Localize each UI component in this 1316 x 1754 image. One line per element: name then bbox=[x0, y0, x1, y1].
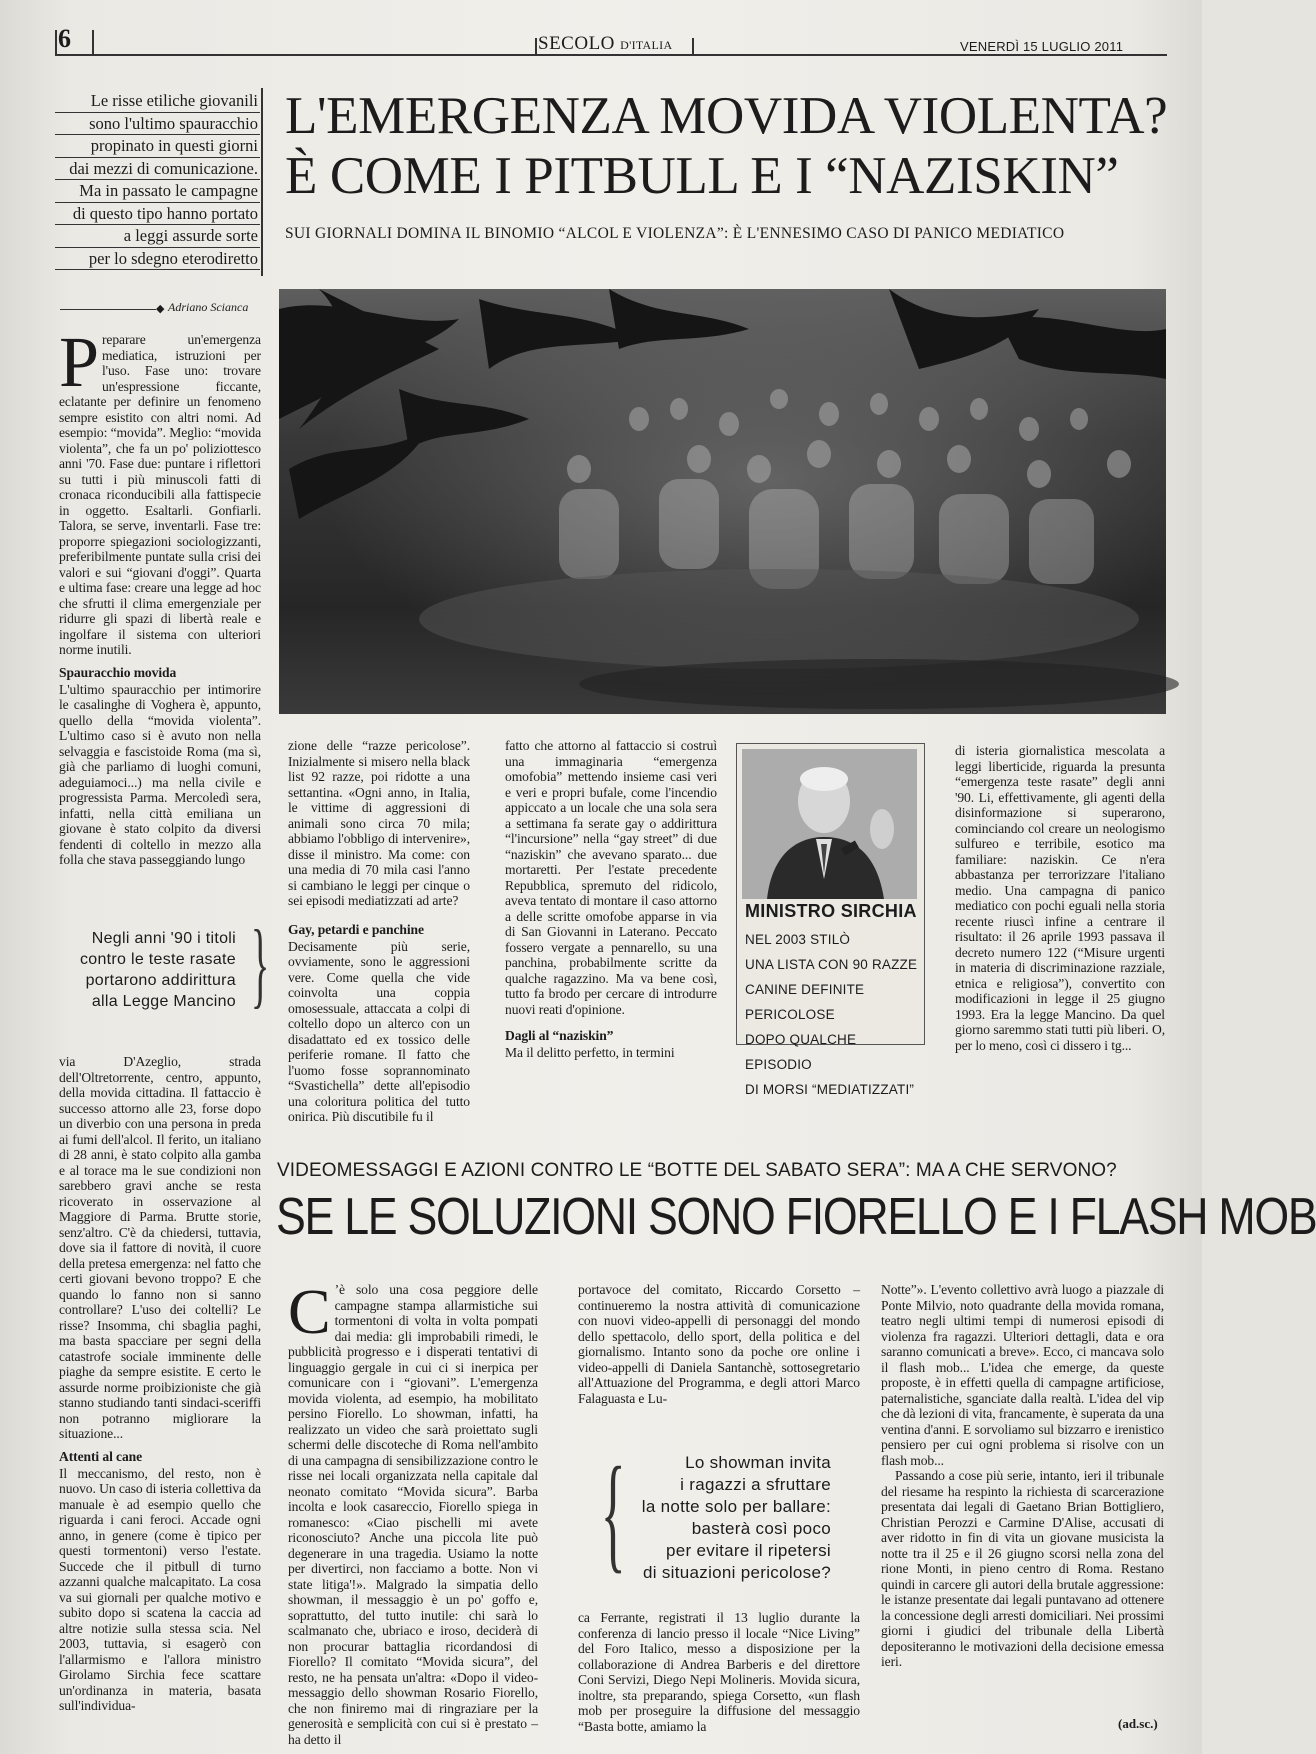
subhead-attenti: Attenti al cane bbox=[59, 1448, 143, 1464]
pull-quote-line: basterà così poco bbox=[691, 1519, 831, 1538]
minister-photo bbox=[742, 749, 917, 899]
header-rule-mast-right bbox=[692, 38, 694, 56]
story1-col2-para2: Decisamente più serie, ovviamente, sono le aggressioni vere. Come quella che vide coinvolta una coppia omosessuale, attaccata a colpi di coltello dopo un alterco con un disadattato ed ex tossico delle periferie romane. Il fatto che l'uomo fosse soprannominato “Svastichella” dette all'episodio una coloritura politica del tutto onirica. Più discutibile fu il bbox=[288, 938, 470, 1124]
pull-quote-line: la notte solo per ballare: bbox=[641, 1497, 831, 1516]
story2-col3-para2: Passando a cose più serie, intanto, ieri il tribunale del riesame ha respinto la richiesta di scarcerazione presentata dai legali di Gaetano Brian Bottigliero, Christian Perozzi e Carmine D'Alise, accusati di aver ridotto in fin di vita un giovane musicista la notte tra il 25 e il 26 giugno scorsi nella zona del rione Monti, in pieno centro di Roma. Restano quindi in carcere gli autori della brutale aggressione: le istanze presentate dai legali puntavano ad ottenere la concessione degli arresti domiciliari. Nei prossimi giorni i giudici del tribunale della Libertà depositeranno le motivazioni della decisione emessa ieri. bbox=[881, 1468, 1164, 1669]
minister-box-line: DOPO QUALCHE EPISODIO bbox=[745, 1032, 857, 1072]
story2-column-1 bbox=[288, 1276, 538, 1747]
lead-line: di questo tipo hanno portato bbox=[55, 203, 260, 226]
pull-quote-line: Negli anni '90 i titoli bbox=[91, 930, 236, 947]
pull-quote-2 bbox=[604, 1452, 831, 1584]
minister-box-line: NEL 2003 STILÒ bbox=[745, 932, 851, 947]
lead-line: a leggi assurde sorte bbox=[55, 225, 260, 248]
minister-box-line: CANINE DEFINITE PERICOLOSE bbox=[745, 982, 865, 1022]
story2-column-2b bbox=[578, 1610, 860, 1734]
pull-quote-line: Lo showman invita bbox=[685, 1453, 831, 1472]
story1-col1-para1: reparare un'emergenza mediatica, istruzioni per l'uso. Fase uno: trovare un'espressione ficcante, eclatante per definire un fenomeno sempre esistito con altri nomi. Ad esempio: “movida”. Meglio: “movida violenta”, che fa un po' poliziottesco anni '70. Fase due: puntare i riflettori su tutti i più minuscoli fatti di cronaca riconducibili alla fattispecie in oggetto. Esaltarli. Gonfiarli. Talora, se serve, inventarli. Fase tre: proporre spiegazioni sociologizzanti, preferibilmente puntate sulla crisi dei valori e sui “giovani d'oggi”. Quarta e ultima fase: creare una legge ad hoc che sfrutti il clima emergenziale per ridurre gli spazi di libertà reale e ingolfare il sistema con ulteriori norme inutili. bbox=[59, 332, 261, 657]
headline-line-1: L'EMERGENZA MOVIDA VIOLENTA? bbox=[285, 87, 1168, 145]
minister-box-title: MINISTRO SIRCHIA bbox=[745, 901, 917, 921]
story1-col2-para1: zione delle “razze pericolose”. Inizialmente si misero nella black list 92 razze, poi ridotte a una settantina. «Ogni anno, in Italia, le vittime di aggressioni di animali sono circa 70 mila; abbiamo l'obbligo di intervenire», disse il ministro. Ma come: con una media di 70 mila casi l'anno si cambiano le leggi per cinque o sei episodi mediatizzati ad arte? bbox=[288, 738, 470, 908]
crowd-photo bbox=[279, 289, 1166, 714]
story1-column-1 bbox=[59, 322, 261, 868]
lead-line: sono l'ultimo spauracchio bbox=[55, 113, 260, 136]
byline bbox=[60, 300, 263, 315]
masthead-name: SECOLO bbox=[538, 33, 615, 54]
lead-line: propinato in questi giorni bbox=[55, 135, 260, 158]
story2-kicker: VIDEOMESSAGGI E AZIONI CONTRO LE “BOTTE DEL SABATO SERA”: MA A CHE SERVONO? bbox=[277, 1160, 1117, 1181]
story2-column-3 bbox=[881, 1282, 1164, 1670]
signoff: (ad.sc.) bbox=[1118, 1716, 1158, 1731]
minister-box-line: UNA LISTA CON 90 RAZZE bbox=[745, 957, 918, 972]
masthead bbox=[538, 33, 672, 55]
lead-line: per lo sdegno eterodiretto bbox=[55, 248, 260, 271]
story1-col3-para1: fatto che attorno al fattaccio si costruì una immaginaria “emergenza omofobia” mettendo insieme casi veri e veri e propri bufale, come l'incendio appiccato a un locale che una sola sera a settimana fa serate gay o addirittura “l'incursione” nella “gay street” di due “naziskin” che avevano sparato... due mortaretti. Per l'estate precedente Repubblica, spremuto del ridicolo, aveva tentato di montare il caso attorno a delle scritte omofobe apparse in via di San Giovanni in Laterano. Peccato fossero vergate a pennarello, su una panchina, probabilmente scritte da qualche ragazzino. Ma va bene così, tutto fa brodo per cercare di introdurre nuovi reati d'opinione. bbox=[505, 738, 717, 1017]
story1-col1-para3: via D'Azeglio, strada dell'Oltretorrente, centro, appunto, della movida cittadina. Il fattaccio è successo attorno alle 23, forse dopo un diverbio con una persona in preda ai fumi dell'alcol. Il ferito, un italiano di 28 anni, è stato colpito alla gamba e al torace ma le sue condizioni non sarebbero gravi anche se resta ricoverato in osservazione al Maggiore di Parma. Brutte storie, senz'altro. C'è da chiedersi, tuttavia, dove sia il fattore di novità, il cuore della pretesa emergenza: nel fatto che certi giovani bevono troppo? E che quando lo fanno non si sanno controllare? L'uso dei coltelli? Le risse? Insomma, chi sbaglia paghi, ma basta spacciare per segni della catastrofe sociale imminente delle piaghe da sempre esistite. E certo le assurde norme proibizioniste che già stanno studiando tanti sindaci-sceriffi non potranno migliorare la situazione... bbox=[59, 1054, 261, 1441]
header-rule-num bbox=[92, 30, 94, 56]
brace-icon: } bbox=[250, 910, 270, 1017]
story1-column-3 bbox=[505, 738, 717, 1061]
story2-col1-para1: ’è solo una cosa peggiore delle campagne stampa allarmistiche sui tormentoni di volta in volta pompati dai media: gli improbabili rimedi, le pubblicità progresso e i disperati tentativi di linguaggio gergale in cui ci si inerpica per comunicare con i “giovani”. L'emergenza movida violenta, ad esempio, ha mobilitato persino Fiorello. Lo showman, infatti, ha realizzato un video che sarà proiettato sugli schermi delle discoteche di Roma nell'ambito di una campagna di sensibilizzazione contro le risse nei locali organizzata nella capitale dal neonato comitato “Movida sicura”. Barba incolta e look casareccio, Fiorello spiega in romanesco: «Ciao pischelli mi avete riconosciuto? Anche una piccola lite può degenerare in una tragedia. Usiamo la notte per divertirci, non facciamo a botte. Non vi state litiga'!». Malgrado la simpatia dello showman, il messaggio è un po' goffo e, soprattutto, del tutto inutile: chi sarà lo scalmanato che, ubriaco e iroso, deciderà di non procurar battaglia ricordandosi di Fiorello? Il comitato “Movida sicura”, del resto, ne ha pensata un'altra: «Dopo il video-messaggio dello showman Rosario Fiorello, che non finiremo mai di ringraziare per la generosità e semplicità con cui si è prestato – ha detto il bbox=[288, 1282, 538, 1747]
pull-quote-line: alla Legge Mancino bbox=[91, 993, 236, 1010]
story2-col3-para1: Notte”». L'evento collettivo avrà luogo a piazzale di Ponte Milvio, noto quadrante della movida romana, teatro negli ultimi tempi di numerosi episodi di violenza fra ragazzi. Ulteriori dettagli, data e ora saranno comunicati a breve». Ecco, ci mancava solo il flash mob... L'idea che emerge, da queste proposte, è in effetti quella di campagne artificiose, paternalistiche, sganciate dalla realtà. L'idea del vip che dà lezioni di vita, francamente, è superata da una ventina d'anni. E sorvoliamo sul bizzarro e irenistico pensiero per cui ogni problema si risolve con un flash mob... bbox=[881, 1282, 1164, 1468]
brace-icon: { bbox=[600, 1441, 626, 1585]
pull-quote-line: portarono addirittura bbox=[85, 972, 236, 989]
subhead-gay: Gay, petardi e panchine bbox=[288, 921, 424, 937]
story1-column-4 bbox=[955, 743, 1165, 1053]
minister-portrait-image bbox=[742, 749, 917, 899]
drop-cap: P bbox=[59, 322, 99, 402]
lead-line: Ma in passato le campagne bbox=[55, 180, 260, 203]
masthead-suffix: D'ITALIA bbox=[620, 38, 673, 52]
story2-headline: SE LE SOLUZIONI SONO FIORELLO E I FLASH MOB bbox=[276, 1188, 1316, 1246]
deck: SUI GIORNALI DOMINA IL BINOMIO “ALCOL E VIOLENZA”: È L'ENNESIMO CASO DI PANICO MEDIATICO bbox=[285, 225, 1065, 242]
lead-line: Le risse etiliche giovanili bbox=[55, 90, 260, 113]
story2-col2-para2: ca Ferrante, registrati il 13 luglio durante la conferenza di lancio presso il locale “Nice Living” del Foro Italico, messo a disposizione per la collaborazione di Andrea Barberis e del direttore Coni Servizi, Diego Nepi Molineris. Movida sicura, inoltre, sta preparando, spiega Corsetto, «un flash mob per proseguire la diffusione del messaggio “Basta botte, amiamo la bbox=[578, 1610, 860, 1734]
headline bbox=[285, 86, 1185, 206]
pull-quote-line: per evitare il ripetersi bbox=[666, 1541, 831, 1560]
lead-box bbox=[55, 90, 260, 270]
lead-line: dai mezzi di comunicazione. bbox=[55, 158, 260, 181]
story2-column-2 bbox=[578, 1282, 860, 1406]
pull-quote-line: i ragazzi a sfruttare bbox=[680, 1475, 831, 1494]
subhead-naziskin: Dagli al “naziskin” bbox=[505, 1028, 614, 1043]
header-rule-mast-left bbox=[535, 38, 537, 56]
minister-box-line: DI MORSI “MEDIATIZZATI” bbox=[745, 1082, 915, 1097]
minister-box bbox=[736, 743, 925, 1097]
subhead-spauracchio: Spauracchio movida bbox=[59, 664, 177, 680]
story1-col1-para2: L'ultimo spauracchio per intimorire le casalinghe di Voghera è, appunto, quello della “movida violenta”. L'ultimo caso si è avuto non nella selvaggia e fascistoide Roma (ma sì, già che parliamo di luoghi comuni, adeguiamoci...) ma nella civile e progressista Parma. Mercoledì sera, infatti, nella città emiliana un giovane è stato colpito da diversi fendenti di coltello in mezzo alla folla che stava passeggiando lungo bbox=[59, 681, 261, 867]
pull-quote-1 bbox=[60, 928, 236, 1012]
story1-col4-para1: di isteria giornalistica mescolata a leggi liberticide, riguarda la presunta “emergenza teste rasate” degli anni '90. Li, effettivamente, gli agenti della disinformazione si superarono, cominciando col creare un neologismo sulfureo e terribile, esotico ma familiare: naziskin. Ce n'era abbastanza per terrorizzare l'italiano medio. Una campagna di panico mediatico con pochi eguali nella storia recente riuscì infine a centrare il risultato: il 26 aprile 1993 passava il decreto numero 122 (“Misure urgenti in materia di discriminazione razziale, etnica e religiosa”), convertito con modificazioni in legge il 25 giugno 1993. Era la legge Mancino. Da quel giorno saremmo stati tutti più liberi. O, per lo meno, così ci dissero i tg... bbox=[955, 743, 1165, 1053]
byline-author: Adriano Scianca bbox=[168, 300, 249, 314]
story1-col1-para4: Il meccanismo, del resto, non è nuovo. Un caso di isteria collettiva da manuale è ad esempio quello che riguarda i cani feroci. Accade ogni anno, in genere (come è tipico per questi tormentoni) verso l'estate. Succede che il pitbull di turno azzanni qualche malcapitato. La cosa va sui giornali per qualche motivo e subito dopo si scatena la caccia ad altre notizie sulla stessa scia. Nel 2003, tuttavia, si esagerò con l'allarmismo e l'allora ministro Girolamo Sirchia fece scattare un'ordinanza in materia, basata sull'individua- bbox=[59, 1465, 261, 1713]
issue-date: VENERDÌ 15 LUGLIO 2011 bbox=[960, 39, 1124, 54]
page-number: 6 bbox=[58, 24, 71, 53]
diamond-icon: ◆ bbox=[156, 303, 165, 315]
headline-line-2: È COME I PITBULL E I “NAZISKIN” bbox=[285, 147, 1119, 205]
crowd-photo-image bbox=[279, 289, 1166, 714]
story1-col3-para2: Ma il delitto perfetto, in termini bbox=[505, 1045, 675, 1060]
pull-quote-line: di situazioni pericolose? bbox=[643, 1563, 831, 1582]
story2-col2-para1: portavoce del comitato, Riccardo Corsetto – continueremo la nostra attività di comunicazione con nuovi video-appelli di personaggi del mondo dello spettacolo, dello sport, della politica e del giornalismo. Intanto sono da poche ore online i video-appelli di Daniela Santanchè, sottosegretario all'Attuazione del Programma, e degli attori Marco Falaguasta e Lu- bbox=[578, 1282, 860, 1406]
header-rule-left bbox=[55, 30, 57, 56]
lead-box-rule bbox=[261, 88, 263, 276]
pull-quote-line: contro le teste rasate bbox=[79, 951, 236, 968]
story1-column-1b bbox=[59, 1054, 261, 1714]
drop-cap: C bbox=[288, 1276, 331, 1347]
minister-box-text bbox=[745, 927, 924, 1102]
story1-column-2 bbox=[288, 738, 470, 1125]
